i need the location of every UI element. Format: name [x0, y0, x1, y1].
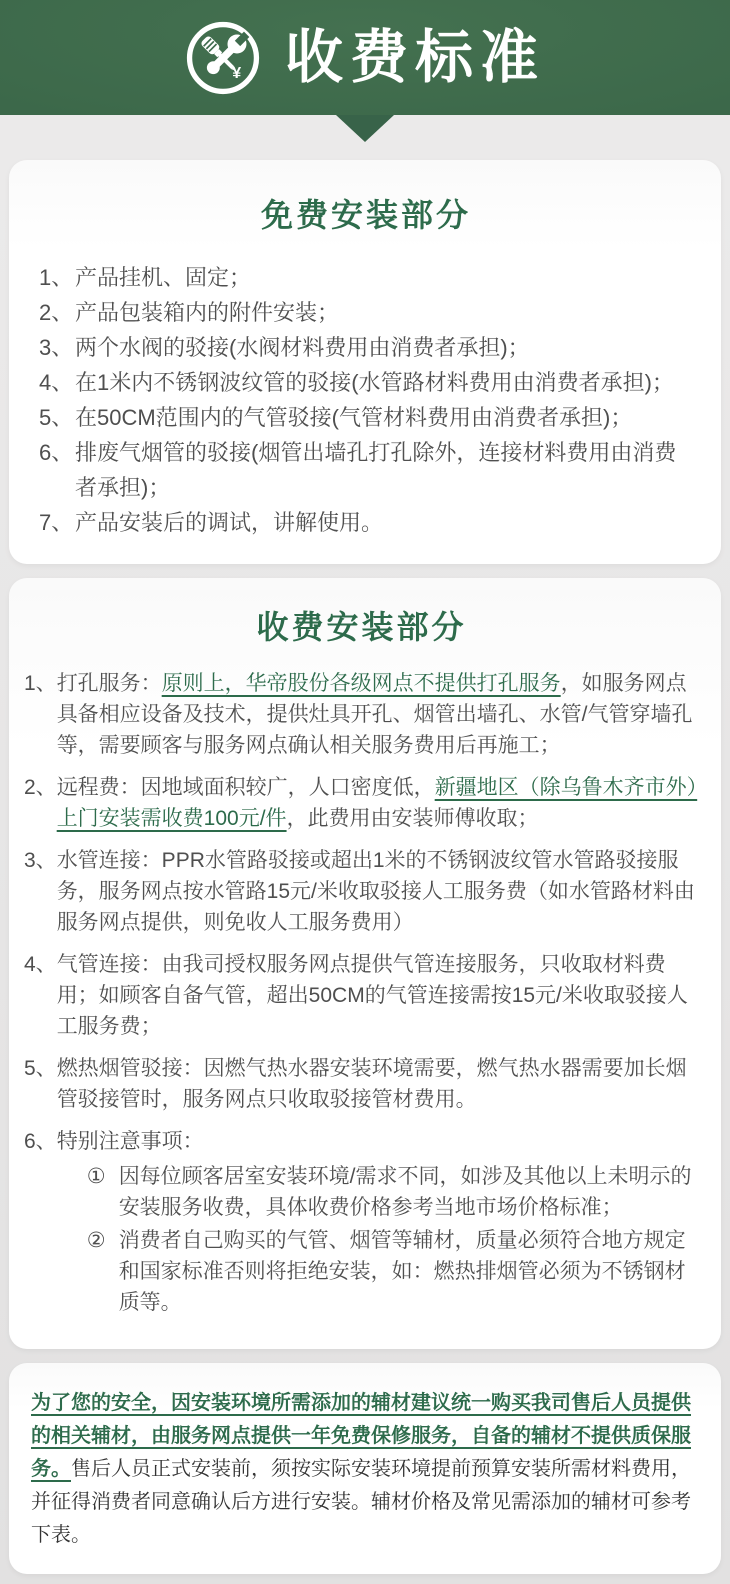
list-item — [24, 949, 699, 1042]
paid-install-title: 收费安装部分 — [256, 609, 467, 645]
list-item — [24, 845, 699, 938]
item-number: 5、 — [39, 405, 74, 430]
list-item — [39, 365, 693, 400]
list-item — [24, 668, 699, 761]
item-number: 5、 — [24, 1057, 57, 1080]
banner-pointer-down-icon — [336, 115, 394, 142]
list-item — [39, 400, 693, 435]
list-item — [87, 1225, 699, 1318]
list-item — [24, 772, 699, 834]
item-number: 2、 — [24, 776, 57, 799]
item-number: 1、 — [39, 265, 74, 290]
list-item — [39, 260, 693, 295]
item-text: 燃热烟管驳接：因燃气热水器安装环境需要，燃气热水器需要加长烟管驳接管时，服务网点只收取驳接管材费用。 — [56, 1057, 687, 1111]
free-install-title: 免费安装部分 — [260, 197, 471, 233]
notice-text — [31, 1387, 699, 1552]
item-number: 6、 — [24, 1130, 57, 1153]
circled-number: ① — [86, 1165, 106, 1188]
item-text: 气管连接：由我司授权服务网点提供气管连接服务，只收取材料费用；如顾客自备气管，超出50CM的气管连接需按15元/米收取驳接人工服务费； — [56, 953, 688, 1038]
item-number: 3、 — [24, 849, 57, 872]
item-text: 产品安装后的调试，讲解使用。 — [75, 510, 384, 535]
page-content — [0, 115, 730, 1584]
page-title: 收费标准 — [284, 24, 545, 90]
list-item — [39, 330, 693, 365]
list-item — [39, 505, 693, 540]
list-item — [39, 435, 693, 505]
header-banner — [0, 0, 730, 115]
item-text: 因每位顾客居室安装环境/需求不同，如涉及其他以上未明示的安装服务收费，具体收费价格参考当地市场价格标准； — [118, 1165, 692, 1219]
list-item — [87, 1161, 699, 1223]
list-item — [39, 295, 693, 330]
highlighted-text: 原则上，华帝股份各级网点不提供打孔服务 — [161, 672, 561, 695]
item-number: 3、 — [39, 335, 74, 360]
item-text: 两个水阀的驳接(水阀材料费用由消费者承担)； — [75, 335, 530, 360]
free-install-list — [39, 260, 693, 540]
yen-symbol: ¥ — [232, 64, 242, 82]
highlighted-text: 新疆地区（除乌鲁木齐市外）上门安装需收费100元/件 — [56, 776, 698, 830]
item-text: 产品包装箱内的附件安装； — [75, 300, 340, 325]
list-item — [24, 1053, 699, 1115]
free-install-card — [9, 160, 721, 564]
item-text: 水管连接：PPR水管路驳接或超出1米的不锈钢波纹管水管路驳接服务，服务网点按水管路15元/米收取驳接人工服务费（如水管路材料由服务网点提供，则免收人工服务费用） — [56, 849, 695, 934]
circled-number: ② — [86, 1229, 106, 1252]
notice-highlighted-text: 为了您的安全，因安装环境所需添加的辅材建议统一购买我司售后人员提供的相关辅材，由服务网点提供一年免费保修服务，自备的辅材不提供质保服务。 — [31, 1392, 691, 1480]
item-text: 排废气烟管的驳接(烟管出墙孔打孔除外，连接材料费用由消费者承担)； — [75, 440, 677, 500]
item-text: 在1米内不锈钢波纹管的驳接(水管路材料费用由消费者承担)； — [75, 370, 674, 395]
item-number: 7、 — [39, 510, 74, 535]
notice-card — [9, 1363, 721, 1574]
item-text: 打孔服务：原则上，华帝股份各级网点不提供打孔服务，如服务网点具备相应设备及技术，提供灶具开孔、烟管出墙孔、水管/气管穿墙孔等，需要顾客与服务网点确认相关服务费用后再施工； — [56, 672, 693, 757]
item-text: 远程费：因地域面积较广，人口密度低，新疆地区（除乌鲁木齐市外）上门安装需收费100元/件，此费用由安装师傅收取； — [56, 776, 698, 830]
notice-normal-text: 售后人员正式安装前，须按实际安装环境提前预算安装所需材料费用，并征得消费者同意确认后方进行安装。辅材价格及常见需添加的辅材可参考下表。 — [31, 1458, 691, 1546]
item-text: 特别注意事项： ① 因每位顾客居室安装环境/需求不同，如涉及其他以上未明示的安装服务收费，具体收费价格参考当地市场价格标准； ② 消费者自己购买的气管、烟管等辅材，质量必须符合地方规定和国家标准否则将拒绝安装，如：燃热排烟管必须为不锈钢材质等。 — [57, 1126, 699, 1318]
paid-install-card — [9, 578, 721, 1349]
item-text: 产品挂机、固定； — [75, 265, 252, 290]
item-number: 6、 — [39, 440, 74, 465]
item-number: 1、 — [24, 672, 57, 695]
item-number: 4、 — [39, 370, 74, 395]
item-text: 消费者自己购买的气管、烟管等辅材，质量必须符合地方规定和国家标准否则将拒绝安装，如：燃热排烟管必须为不锈钢材质等。 — [118, 1229, 686, 1314]
item-number: 2、 — [39, 300, 74, 325]
item-number: 4、 — [24, 953, 57, 976]
wrench-screwdriver-yen-icon — [185, 20, 261, 96]
item-text: 在50CM范围内的气管驳接(气管材料费用由消费者承担)； — [75, 405, 633, 430]
list-item — [24, 1126, 699, 1318]
special-notes-list — [87, 1161, 699, 1318]
